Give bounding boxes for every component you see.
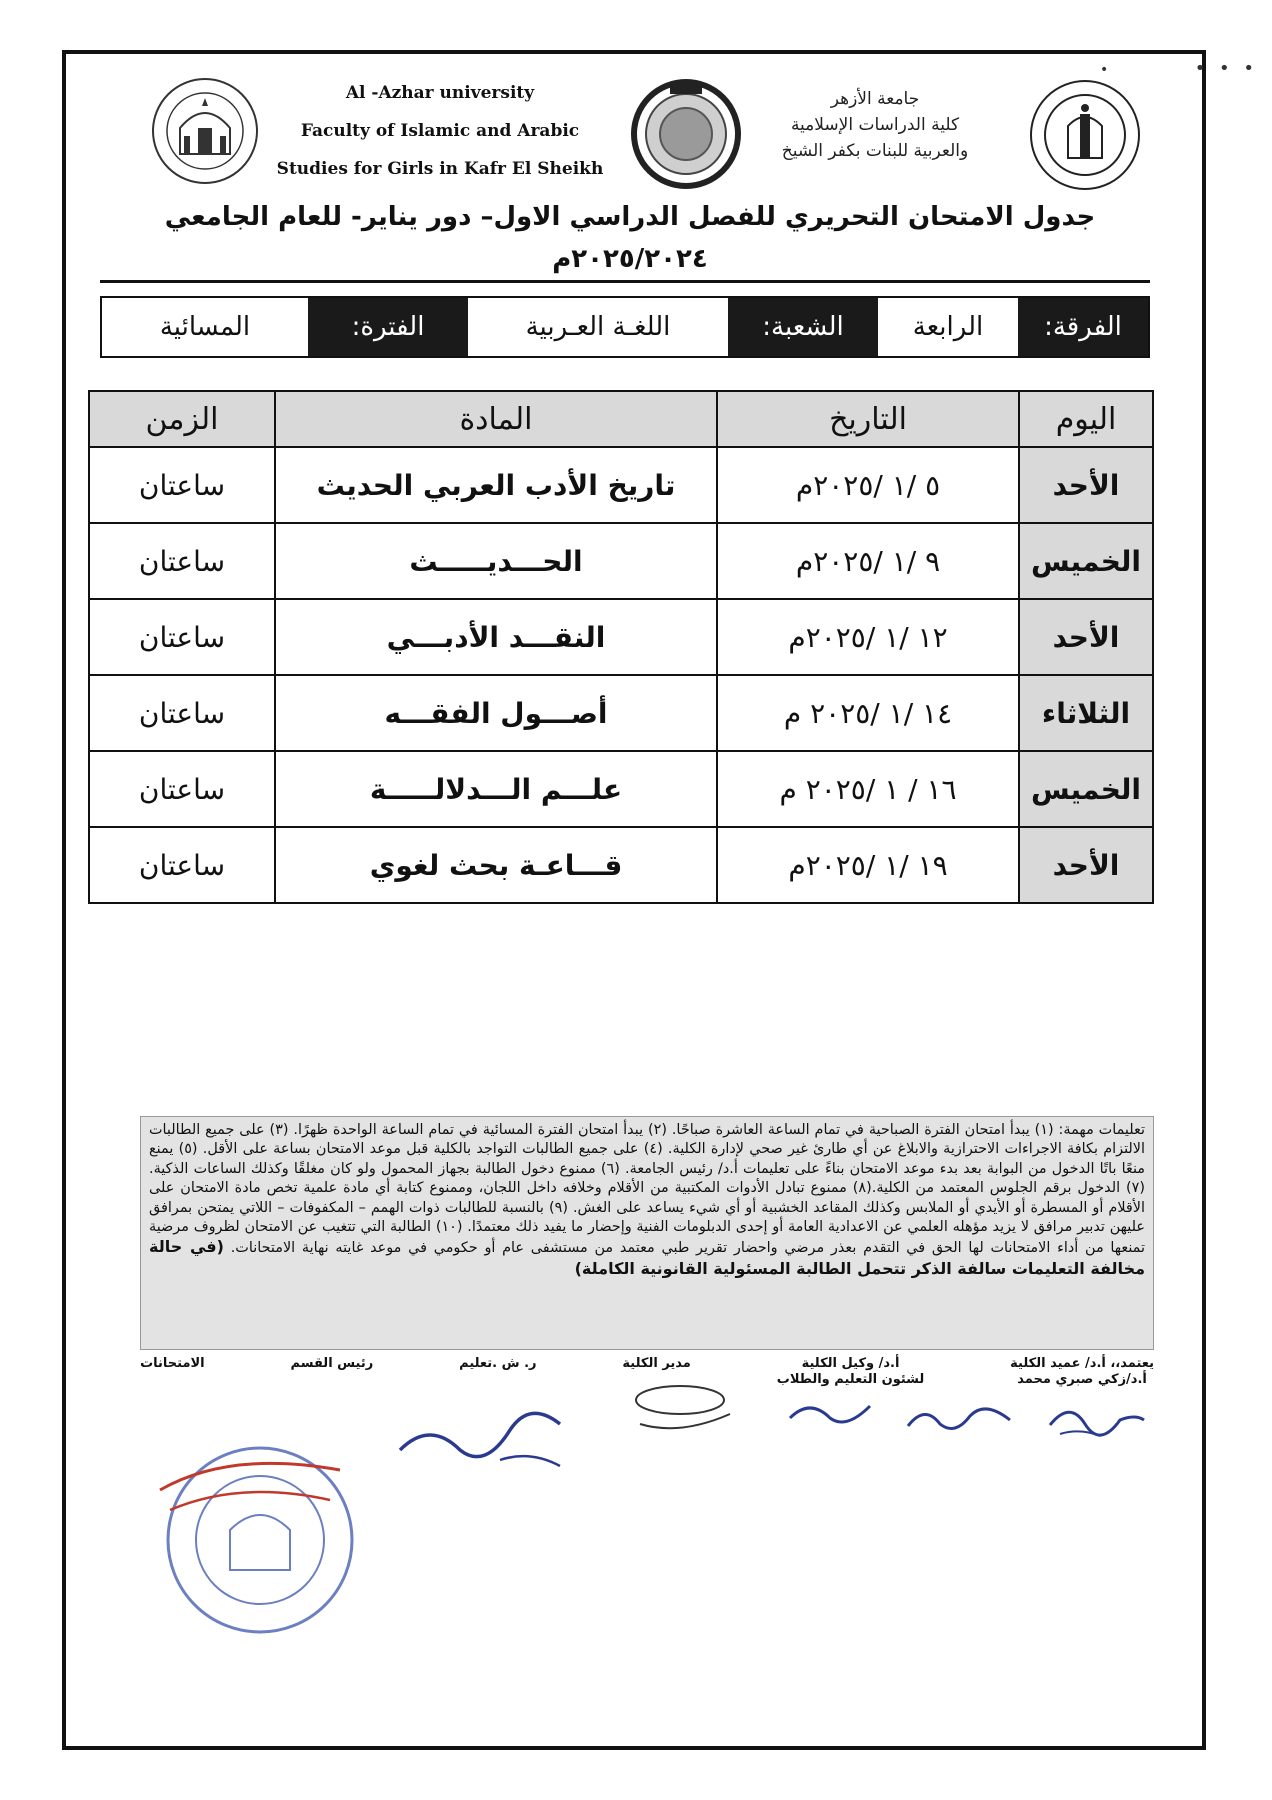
row-day: الأحد [1019,447,1153,523]
header-subject: المادة [275,391,717,447]
exam-schedule-table [88,390,1154,904]
university-name-english [270,74,610,188]
row-duration: ساعتان [89,523,275,599]
corner-dots: • [1100,62,1109,78]
faculty-ar-line2: والعربية للبنات بكفر الشيخ [781,141,969,161]
table-header-row [89,391,1153,447]
row-duration: ساعتان [89,447,275,523]
university-name-arabic [760,86,990,164]
row-subject: تاريخ الأدب العربي الحديث [275,447,717,523]
signature-title: ر. ش .تعليم [459,1356,537,1371]
university-ar: جامعة الأزهر [830,89,920,109]
signature-title: مدير الكلية [622,1356,691,1371]
row-duration: ساعتان [89,751,275,827]
table-row [89,523,1153,599]
header-day: اليوم [1019,391,1153,447]
signature-title: رئيس القسم [290,1356,374,1371]
row-subject: قـــاعـة بحث لغوي [275,827,717,903]
dept-label: الشعبة: [728,298,878,356]
azhar-emblem-icon [630,78,742,190]
row-day: الأحد [1019,599,1153,675]
row-day: الثلاثاء [1019,675,1153,751]
row-date: ٩ /١ /٢٠٢٥م [717,523,1019,599]
margin-dots: • • • [1194,58,1258,79]
signature-title: أ.د/ وكيل الكلية [801,1356,900,1371]
signature-subtitle: أ.د/زكي صبري محمد [1017,1372,1147,1387]
row-duration: ساعتان [89,675,275,751]
table-row [89,447,1153,523]
faculty-seal-icon [150,76,260,186]
dept-value: اللغـة العـربية [525,312,671,342]
row-subject: الحـــديـــــث [275,523,717,599]
handwritten-signature-icon [1040,1390,1150,1450]
row-subject: النقـــد الأدبـــي [275,599,717,675]
title-line2: ٢٠٢٥/٢٠٢٤م [552,244,708,274]
faculty-en-line2: Studies for Girls in Kafr El Sheikh [276,159,604,179]
table-row [89,675,1153,751]
signature-vice-dean [776,1356,925,1387]
row-subject: أصـــول الفقـــه [275,675,717,751]
table-row [89,751,1153,827]
row-date: ١٤ /١ /٢٠٢٥ م [717,675,1019,751]
class-info-bar [100,296,1150,358]
year-label: الفرقة: [1018,298,1148,356]
year-value: الرابعة [912,312,984,342]
title-line1: جدول الامتحان التحريري للفصل الدراسي الاول– دور يناير- للعام الجامعي [164,202,1096,232]
signature-title: يعتمد،، أ.د/ عميد الكلية [1010,1356,1154,1371]
table-row [89,827,1153,903]
faculty-en-line1: Faculty of Islamic and Arabic [300,121,580,141]
official-stamp-icon [140,1430,370,1640]
row-date: ٥ /١ /٢٠٢٥م [717,447,1019,523]
period-label: الفترة: [308,298,468,356]
important-instructions [140,1116,1154,1350]
header-duration: الزمن [89,391,275,447]
row-day: الخميس [1019,523,1153,599]
row-date: ١٦ / ١ /٢٠٢٥ م [717,751,1019,827]
faculty-ar-line1: كلية الدراسات الإسلامية [790,115,960,135]
azhar-university-logo-right [1028,78,1142,192]
faculty-logo-left [150,76,260,186]
table-row [89,599,1153,675]
university-logo-center [630,78,742,190]
handwritten-signature-icon [780,1384,880,1440]
signature-dean [1010,1356,1154,1387]
signature-title: الامتحانات [140,1356,205,1371]
handwritten-signature-icon [620,1374,750,1444]
handwritten-signature-icon [900,1386,1020,1446]
row-date: ١٩ /١ /٢٠٢٥م [717,827,1019,903]
title-divider [100,280,1150,283]
instructions-warning: (في حالة مخالفة التعليمات سالفة الذكر تتحمل الطالبة المسئولية القانونية الكاملة) [149,1237,1145,1278]
university-en: Al -Azhar university [345,83,535,103]
period-value: المسائية [159,312,251,342]
page-title [100,196,1160,280]
row-duration: ساعتان [89,827,275,903]
azhar-university-seal-icon [1028,78,1142,192]
row-duration: ساعتان [89,599,275,675]
handwritten-signature-icon [390,1380,590,1480]
row-day: الخميس [1019,751,1153,827]
instructions-body: تعليمات مهمة: (١) يبدأ امتحان الفترة الصباحية في تمام الساعة العاشرة صباحًا. (٢) يبدأ امتحان الفترة المسائية في تمام الساعة الواحدة ظهرًا. (٣) على جميع الطالبات الالتزام بكافة الاجراءات الاحترازية والابلاغ عن أي طارئ غير صحي لإدارة الكلية. (٤) على جميع الطالبات التواجد بالكلية قبل موعد الامتحان بساعة على الأقل. (٥) يمنع منعًا باتًا الدخول من البوابة بعد بدء موعد الامتحان بناءً على تعليمات أ.د/ رئيس الجامعة. (٦) ممنوع دخول الطالبة بجهاز المحمول ولو كان مغلقًا وكذلك الساعات الذكية. (٧) الدخول برقم الجلوس المعتمد من الكلية.(٨) ممنوع تبادل الأدوات المكتبية من الأقلام وخلافه داخل اللجان، وممنوع كتابة أي مادة علمية تخص مادة الامتحان على الأقلام أو المسطرة أو الأيدي أو الملابس وكذلك المقاعد الخشبية أو أي شيء يساعد على الغش. (٩) بالنسبة للطالبات ذوات الهمم – المكفوفات – اللاتي يمتحن بمرافق عليهن تدبير مرافق لا يزيد مؤهله العلمي عن الاعدادية العامة أو إحدى الدبلومات الفنية وإحضار ما يفيد ذلك معتمدًا. (١٠) الطالبة التي تتغيب عن الامتحان لظروف مرضية تمنعها من أداء الامتحانات لها الحق في التقدم بعذر مرضي واحضار تقرير طبي معتمد من مستشفى عام أو حكومي في موعد غايته نهاية الامتحانات. [149,1122,1146,1257]
row-date: ١٢ /١ /٢٠٢٥م [717,599,1019,675]
row-day: الأحد [1019,827,1153,903]
row-subject: علـــم الـــدلالـــــة [275,751,717,827]
signature-exams [140,1356,205,1384]
signature-subtitle: لشئون التعليم والطلاب [776,1372,925,1387]
header-date: التاريخ [717,391,1019,447]
signature-dept-head [291,1356,374,1384]
